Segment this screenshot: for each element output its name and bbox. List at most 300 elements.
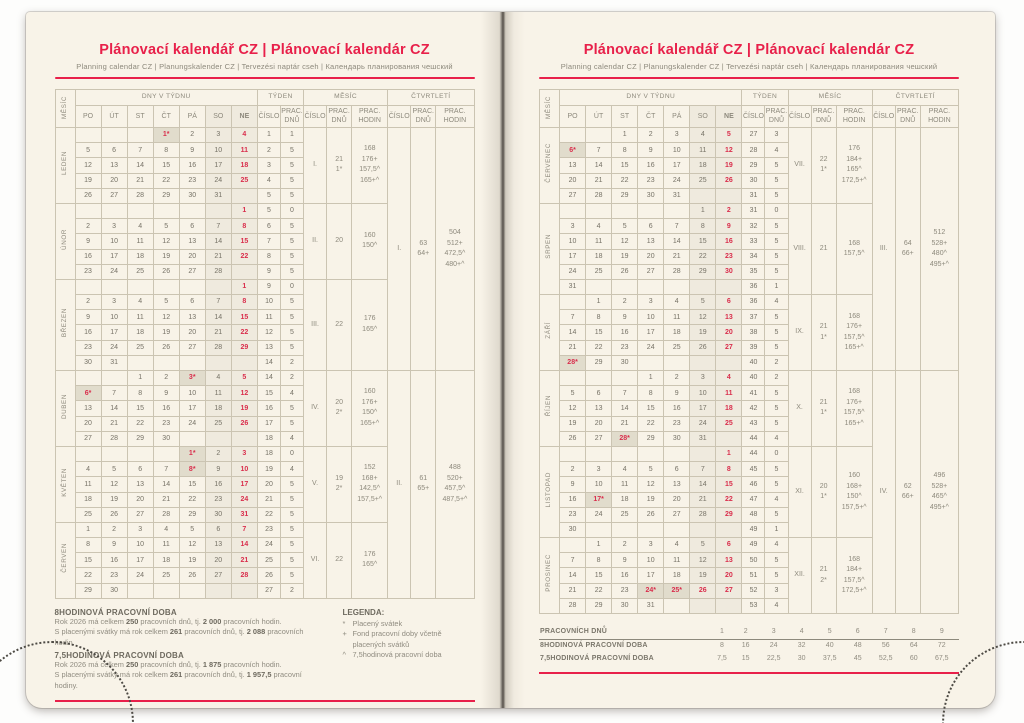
- day-cell: [586, 128, 612, 143]
- month-hours-cell: 168 157,5^: [836, 203, 872, 294]
- day-cell: 10: [127, 538, 153, 553]
- day-cell: 24: [664, 173, 690, 188]
- day-cell: 25: [586, 264, 612, 279]
- week-number-cell: 39: [742, 340, 765, 355]
- day-cell: 8: [75, 538, 101, 553]
- day-cell: 10: [664, 143, 690, 158]
- day-cell: 29: [586, 598, 612, 613]
- day-cell: 28*: [612, 431, 638, 446]
- week-workdays-cell: 5: [280, 340, 303, 355]
- day-cell: 31: [560, 279, 586, 294]
- day-cell: 12: [231, 386, 257, 401]
- col-header-month-group: MĚSÍC: [304, 90, 388, 106]
- day-cell: 2: [101, 522, 127, 537]
- week-number-cell: 31: [742, 203, 765, 218]
- week-workdays-cell: 1: [765, 522, 788, 537]
- month-workdays-cell: 21 2*: [811, 538, 836, 614]
- subcol-header: ČÍSLO: [388, 106, 411, 128]
- day-cell: 25*: [664, 583, 690, 598]
- week-number-cell: 28: [742, 143, 765, 158]
- day-cell: 2: [716, 203, 742, 218]
- day-cell: 27: [205, 568, 231, 583]
- day-cell: [153, 583, 179, 598]
- day-cell: 24: [638, 340, 664, 355]
- day-cell: 23: [75, 264, 101, 279]
- day-header-po: PO: [560, 106, 586, 128]
- week-workdays-cell: 5: [765, 386, 788, 401]
- day-cell: 28: [690, 507, 716, 522]
- week-number-cell: 43: [742, 416, 765, 431]
- day-cell: [716, 188, 742, 203]
- day-cell: 5: [612, 219, 638, 234]
- day-cell: [231, 431, 257, 446]
- day-cell: [716, 355, 742, 370]
- subcol-header: ČÍSLO: [788, 106, 811, 128]
- day-cell: 9: [75, 234, 101, 249]
- day-cell: 24: [231, 492, 257, 507]
- day-cell: 5: [231, 371, 257, 386]
- week-workdays-cell: 5: [765, 325, 788, 340]
- day-cell: 6: [205, 522, 231, 537]
- week-number-cell: 14: [257, 371, 280, 386]
- day-cell: 16: [612, 568, 638, 583]
- day-cell: 16: [179, 158, 205, 173]
- day-cell: 12: [716, 143, 742, 158]
- day-cell: [612, 279, 638, 294]
- month-hours-cell: 168 176+ 157,5^ 165+^: [836, 295, 872, 371]
- week-number-cell: 47: [742, 492, 765, 507]
- week-workdays-cell: 5: [280, 310, 303, 325]
- day-cell: 4: [716, 371, 742, 386]
- day-cell: 15: [586, 568, 612, 583]
- mini-value-cell: 22,5: [766, 655, 781, 663]
- day-cell: 3: [638, 538, 664, 553]
- day-cell: 11: [664, 310, 690, 325]
- day-cell: 6: [664, 462, 690, 477]
- day-cell: 19: [101, 492, 127, 507]
- day-cell: 25: [205, 416, 231, 431]
- day-cell: 31: [690, 431, 716, 446]
- day-cell: [716, 279, 742, 294]
- day-cell: 23: [179, 173, 205, 188]
- block-title: 7,5HODINOVÁ PRACOVNÍ DOBA: [54, 650, 184, 660]
- day-cell: [205, 279, 231, 294]
- page-title: Plánovací kalendář CZ | Plánovací kalendár CZ: [583, 42, 915, 58]
- day-cell: [179, 279, 205, 294]
- day-cell: 18: [586, 249, 612, 264]
- day-cell: 8: [127, 386, 153, 401]
- day-cell: 26: [101, 507, 127, 522]
- day-cell: 3: [101, 219, 127, 234]
- day-cell: 10: [638, 553, 664, 568]
- day-cell: 27: [716, 583, 742, 598]
- day-cell: 9: [612, 553, 638, 568]
- day-cell: 1: [127, 371, 153, 386]
- day-cell: 30: [638, 188, 664, 203]
- day-cell: [638, 203, 664, 218]
- day-header-so: SO: [690, 106, 716, 128]
- day-cell: 5: [638, 462, 664, 477]
- week-number-cell: 23: [257, 522, 280, 537]
- day-cell: [231, 355, 257, 370]
- day-cell: 3*: [179, 371, 205, 386]
- week-number-cell: 33: [742, 234, 765, 249]
- day-cell: 27: [716, 340, 742, 355]
- quarter-number-cell: IV.: [872, 371, 895, 614]
- day-cell: 13: [638, 234, 664, 249]
- day-cell: [75, 279, 101, 294]
- day-cell: [231, 583, 257, 598]
- day-cell: 3: [664, 128, 690, 143]
- day-cell: 7: [205, 219, 231, 234]
- week-workdays-cell: 5: [280, 188, 303, 203]
- day-cell: 9: [638, 143, 664, 158]
- day-cell: [205, 431, 231, 446]
- week-workdays-cell: 5: [765, 188, 788, 203]
- page-title: Plánovací kalendář CZ | Plánovací kalendár CZ: [99, 42, 430, 58]
- day-cell: 7: [231, 522, 257, 537]
- week-workdays-cell: 0: [280, 446, 303, 461]
- day-cell: 25: [664, 340, 690, 355]
- mini-value-cell: 2: [735, 626, 757, 640]
- quarter-hours-cell: 496 528+ 465^ 495+^: [920, 371, 958, 614]
- day-cell: 3: [560, 219, 586, 234]
- month-hours-cell: 176 184+ 165^ 172,5+^: [836, 128, 872, 204]
- day-cell: 12: [101, 477, 127, 492]
- week-number-cell: 29: [742, 158, 765, 173]
- day-cell: 23: [612, 340, 638, 355]
- day-cell: 5: [153, 295, 179, 310]
- day-cell: 8: [231, 295, 257, 310]
- day-cell: 7: [690, 462, 716, 477]
- mini-value-cell: 64: [909, 642, 918, 650]
- day-cell: 12: [75, 158, 101, 173]
- month-hours-cell: 168 184+ 157,5^ 172,5+^: [836, 538, 872, 614]
- day-cell: [153, 446, 179, 461]
- legend-symbol: +: [342, 629, 347, 639]
- week-number-cell: 5: [257, 203, 280, 218]
- week-number-cell: 49: [742, 522, 765, 537]
- block-line: Rok 2026 má celkem 250 pracovních dnů, tj. 1 875 pracovních hodin.: [54, 659, 282, 669]
- day-cell: 15: [127, 401, 153, 416]
- day-cell: 29: [690, 264, 716, 279]
- week-number-cell: 42: [742, 401, 765, 416]
- week-number-cell: 8: [257, 249, 280, 264]
- week-workdays-cell: 5: [765, 158, 788, 173]
- subcol-header: PRAC. DNŮ: [765, 106, 788, 128]
- week-workdays-cell: 5: [765, 234, 788, 249]
- legend-text: 7,5hodinová pracovní doba: [352, 649, 442, 659]
- week-workdays-cell: 5: [280, 477, 303, 492]
- month-name-cell: ÚNOR: [55, 203, 75, 279]
- month-name-cell: LISTOPAD: [540, 446, 560, 537]
- week-workdays-cell: 5: [280, 553, 303, 568]
- day-cell: 25: [716, 416, 742, 431]
- day-cell: [127, 355, 153, 370]
- week-number-cell: 25: [257, 553, 280, 568]
- planner-spread: [26, 12, 995, 708]
- subcol-header: ČÍSLO: [742, 106, 765, 128]
- week-workdays-cell: 5: [280, 249, 303, 264]
- day-cell: 28: [664, 264, 690, 279]
- day-cell: 22: [75, 568, 101, 583]
- mini-value-cell: 60: [909, 655, 918, 663]
- week-number-cell: 17: [257, 416, 280, 431]
- day-cell: 27: [75, 431, 101, 446]
- day-cell: 26: [179, 568, 205, 583]
- day-cell: 6: [179, 295, 205, 310]
- day-cell: 3: [690, 371, 716, 386]
- day-cell: [638, 446, 664, 461]
- legend-item: [343, 650, 475, 660]
- week-workdays-cell: 4: [280, 431, 303, 446]
- day-cell: 4: [664, 295, 690, 310]
- day-cell: 19: [612, 249, 638, 264]
- day-cell: 20: [127, 492, 153, 507]
- day-cell: 4: [612, 462, 638, 477]
- week-number-cell: 50: [742, 553, 765, 568]
- day-cell: 16: [101, 553, 127, 568]
- month-number-cell: V.: [304, 446, 327, 522]
- day-cell: 8*: [179, 462, 205, 477]
- quarter-hours-cell: 488 520+ 457,5^ 487,5+^: [436, 371, 474, 599]
- day-cell: 21: [690, 492, 716, 507]
- month-name-cell: LEDEN: [55, 128, 75, 204]
- week-number-cell: 16: [257, 401, 280, 416]
- month-number-cell: VII.: [788, 128, 811, 204]
- week-number-cell: 12: [257, 325, 280, 340]
- month-name-cell: PROSINEC: [540, 538, 560, 614]
- day-cell: 11: [127, 310, 153, 325]
- day-cell: [560, 538, 586, 553]
- week-workdays-cell: 5: [280, 219, 303, 234]
- week-workdays-cell: 5: [765, 416, 788, 431]
- day-cell: 30: [179, 188, 205, 203]
- day-cell: 5: [101, 462, 127, 477]
- week-number-cell: 30: [742, 173, 765, 188]
- day-header-po: PO: [75, 106, 101, 128]
- month-hours-cell: 152 168+ 142,5^ 157,5+^: [352, 446, 388, 522]
- week-workdays-cell: 5: [280, 401, 303, 416]
- day-cell: 18: [75, 492, 101, 507]
- quarter-workdays-cell: 64 66+: [895, 128, 920, 371]
- day-cell: 31: [231, 507, 257, 522]
- day-cell: 3: [231, 446, 257, 461]
- day-cell: [664, 522, 690, 537]
- day-cell: [205, 355, 231, 370]
- subcol-header: PRAC. HODIN: [436, 106, 474, 128]
- day-cell: 12: [690, 310, 716, 325]
- day-cell: [716, 598, 742, 613]
- day-cell: 19: [638, 492, 664, 507]
- day-cell: 9: [75, 310, 101, 325]
- mini-value-cell: 8: [719, 642, 724, 650]
- day-cell: 30: [75, 355, 101, 370]
- day-cell: 4: [586, 219, 612, 234]
- day-cell: 7: [101, 386, 127, 401]
- day-cell: 24*: [638, 583, 664, 598]
- day-cell: 24: [179, 416, 205, 431]
- day-cell: 17: [101, 325, 127, 340]
- day-cell: 14: [690, 477, 716, 492]
- week-number-cell: 34: [742, 249, 765, 264]
- day-cell: 6: [638, 219, 664, 234]
- week-number-cell: 36: [742, 295, 765, 310]
- day-cell: [179, 355, 205, 370]
- day-cell: [690, 598, 716, 613]
- day-cell: 2: [75, 219, 101, 234]
- day-cell: [638, 522, 664, 537]
- month-number-cell: I.: [304, 128, 327, 204]
- calendar-table-wrap-left: [55, 89, 475, 599]
- day-cell: 13: [560, 158, 586, 173]
- day-cell: 29: [153, 188, 179, 203]
- day-cell: 10: [231, 462, 257, 477]
- day-cell: 1: [75, 522, 101, 537]
- day-cell: 20: [179, 249, 205, 264]
- week-number-cell: 18: [257, 446, 280, 461]
- day-cell: 18: [690, 158, 716, 173]
- week-workdays-cell: 5: [765, 249, 788, 264]
- day-cell: 11: [586, 234, 612, 249]
- day-cell: [664, 279, 690, 294]
- day-cell: 11: [75, 477, 101, 492]
- month-number-cell: XII.: [788, 538, 811, 614]
- day-cell: 15: [231, 234, 257, 249]
- day-cell: 9: [560, 477, 586, 492]
- week-workdays-cell: 5: [280, 492, 303, 507]
- day-cell: 20: [560, 173, 586, 188]
- day-cell: 8: [716, 462, 742, 477]
- mini-value-cell: 16: [741, 642, 750, 650]
- day-cell: 21: [586, 173, 612, 188]
- day-cell: 4: [127, 219, 153, 234]
- day-cell: 5: [75, 143, 101, 158]
- day-header-čt: ČT: [638, 106, 664, 128]
- day-cell: 14: [586, 158, 612, 173]
- week-workdays-cell: 5: [280, 416, 303, 431]
- day-cell: 13: [586, 401, 612, 416]
- day-cell: 28: [205, 340, 231, 355]
- day-cell: 4: [127, 295, 153, 310]
- day-cell: 19: [75, 173, 101, 188]
- day-cell: [664, 598, 690, 613]
- working-time-blocks: [55, 608, 317, 694]
- day-cell: 15: [716, 477, 742, 492]
- day-cell: 26: [231, 416, 257, 431]
- day-cell: [153, 279, 179, 294]
- subcol-header: PRAC. HODIN: [920, 106, 958, 128]
- month-name-cell: DUBEN: [55, 371, 75, 447]
- day-cell: 17: [560, 249, 586, 264]
- week-number-cell: 48: [742, 507, 765, 522]
- day-cell: 30: [101, 583, 127, 598]
- day-cell: 27: [127, 507, 153, 522]
- day-cell: 22: [153, 173, 179, 188]
- day-cell: [101, 446, 127, 461]
- day-cell: 21: [205, 249, 231, 264]
- month-workdays-cell: 22 1*: [811, 128, 836, 204]
- mini-row-label: PRACOVNÍCH DNŮ: [539, 626, 709, 640]
- day-cell: 24: [586, 507, 612, 522]
- day-cell: 5: [690, 538, 716, 553]
- week-workdays-cell: 5: [765, 340, 788, 355]
- day-cell: 19: [560, 416, 586, 431]
- day-cell: 1: [586, 538, 612, 553]
- day-cell: 12: [690, 553, 716, 568]
- month-workdays-cell: 22: [327, 522, 352, 598]
- day-cell: 9: [101, 538, 127, 553]
- week-number-cell: 9: [257, 264, 280, 279]
- day-cell: 23: [75, 340, 101, 355]
- legend-symbol: ^: [342, 649, 346, 659]
- month-hours-cell: 176 165^: [352, 279, 388, 370]
- day-cell: 24: [690, 416, 716, 431]
- day-cell: [231, 264, 257, 279]
- day-cell: [231, 188, 257, 203]
- day-cell: 8: [586, 553, 612, 568]
- mini-value-cell: 7: [869, 626, 903, 640]
- title-rule: [55, 77, 475, 79]
- day-cell: 7: [586, 143, 612, 158]
- mini-row-label: 7,5HODINOVÁ PRACOVNÍ DOBA: [540, 655, 654, 663]
- week-workdays-cell: 0: [765, 446, 788, 461]
- day-cell: 29: [75, 583, 101, 598]
- day-cell: 10: [101, 234, 127, 249]
- week-workdays-cell: 4: [765, 295, 788, 310]
- week-number-cell: 5: [257, 188, 280, 203]
- quarter-number-cell: III.: [872, 128, 895, 371]
- week-number-cell: 22: [257, 507, 280, 522]
- mini-value-cell: 67,5: [934, 655, 949, 663]
- day-cell: [716, 431, 742, 446]
- week-workdays-cell: 5: [765, 264, 788, 279]
- day-cell: 1: [231, 203, 257, 218]
- page-right-content: [503, 12, 995, 674]
- day-cell: 25: [153, 568, 179, 583]
- day-cell: [664, 355, 690, 370]
- mini-value-cell: 37,5: [822, 655, 837, 663]
- day-cell: 16: [664, 401, 690, 416]
- day-cell: [690, 446, 716, 461]
- month-name-cell: BŘEZEN: [55, 279, 75, 370]
- day-cell: 23: [664, 416, 690, 431]
- week-number-cell: 14: [257, 355, 280, 370]
- day-cell: 14: [231, 538, 257, 553]
- col-header-weekdays: DNY V TÝDNU: [75, 90, 257, 106]
- day-cell: 15: [75, 553, 101, 568]
- day-cell: [127, 203, 153, 218]
- week-workdays-cell: 5: [765, 477, 788, 492]
- footer-left: [55, 608, 475, 694]
- month-number-cell: XI.: [788, 446, 811, 537]
- month-name-cell: ŘÍJEN: [540, 371, 560, 447]
- month-workdays-cell: 20 2*: [327, 371, 352, 447]
- week-number-cell: 3: [257, 158, 280, 173]
- col-header-weekdays: DNY V TÝDNU: [560, 90, 742, 106]
- quarter-workdays-cell: 62 66+: [895, 371, 920, 614]
- week-number-cell: 26: [257, 568, 280, 583]
- week-number-cell: 44: [742, 446, 765, 461]
- day-cell: 13: [179, 234, 205, 249]
- week-number-cell: 27: [257, 583, 280, 598]
- day-cell: [612, 203, 638, 218]
- month-hours-cell: 168 176+ 157,5^ 165+^: [836, 371, 872, 447]
- day-cell: 3: [101, 295, 127, 310]
- day-cell: 15: [153, 158, 179, 173]
- day-cell: [716, 522, 742, 537]
- day-cell: 9: [205, 462, 231, 477]
